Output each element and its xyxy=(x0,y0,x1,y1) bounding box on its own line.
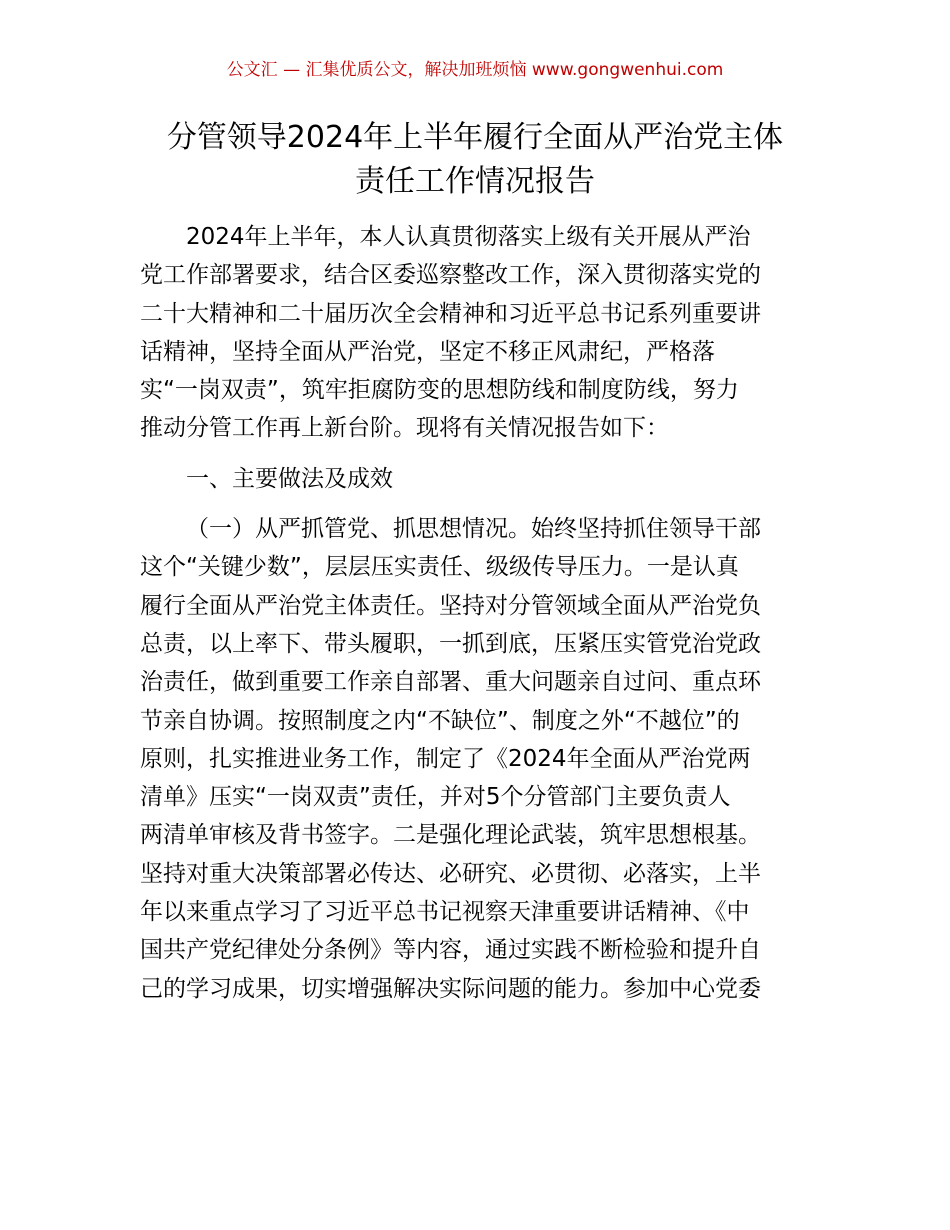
text-line: 二十大精神和二十届历次全会精神和习近平总书记系列重要讲 xyxy=(140,300,761,327)
text-line: 国共产党纪律处分条例》等内容，通过实践不断检验和提升自 xyxy=(140,937,761,964)
document-title xyxy=(120,116,830,204)
text-line: 履行全面从严治党主体责任。坚持对分管领域全面从严治党负 xyxy=(140,592,761,619)
text-line: 年以来重点学习了习近平总书记视察天津重要讲话精神、《中 xyxy=(140,899,750,926)
text-line: 这个“关键少数”，层层压实责任、级级传导压力。一是认真 xyxy=(140,554,739,581)
title-line: 分管领导2024年上半年履行全面从严治党主体 xyxy=(166,120,784,155)
text-line: 话精神，坚持全面从严治党，坚定不移正风肃纪，严格落 xyxy=(140,338,715,365)
text-line: 推动分管工作再上新台阶。现将有关情况报告如下： xyxy=(140,415,669,442)
text-line: 原则，扎实推进业务工作，制定了《2024年全面从严治党两 xyxy=(140,745,751,772)
text-line: 己的学习成果，切实增强解决实际问题的能力。参加中心党委 xyxy=(140,975,761,1002)
text-line: 清单》压实“一岗双责”责任，并对5个分管部门主要负责人 xyxy=(140,784,731,811)
text-line: 实“一岗双责”，筑牢拒腐防变的思想防线和制度防线，努力 xyxy=(140,377,739,404)
paragraph-intro xyxy=(140,218,812,448)
header-banner: 公文汇 — 汇集优质公文，解决加班烦恼 www.gongwenhui.com xyxy=(226,60,724,80)
text-line: 总责，以上率下、带头履职，一抓到底，压紧压实管党治党政 xyxy=(140,630,761,657)
document-body xyxy=(140,218,812,1008)
paragraph-section-1 xyxy=(140,510,812,1008)
text-line: 2024年上半年，本人认真贯彻落实上级有关开展从严治 xyxy=(186,224,751,250)
text-line: （一）从严抓管党、抓思想情况。始终坚持抓住领导干部 xyxy=(186,516,761,543)
text-line: 坚持对重大决策部署必传达、必研究、必贯彻、必落实，上半 xyxy=(140,860,761,887)
text-line: 节亲自协调。按照制度之内“不缺位”、制度之外“不越位”的 xyxy=(140,707,740,734)
text-line: 党工作部署要求，结合区委巡察整改工作，深入贯彻落实党的 xyxy=(140,262,761,289)
title-line: 责任工作情况报告 xyxy=(355,164,595,199)
section-heading: 一、主要做法及成效 xyxy=(186,465,393,492)
text-line: 两清单审核及背书签字。二是强化理论武装，筑牢思想根基。 xyxy=(140,822,761,849)
text-line: 治责任，做到重要工作亲自部署、重大问题亲自过问、重点环 xyxy=(140,669,761,696)
